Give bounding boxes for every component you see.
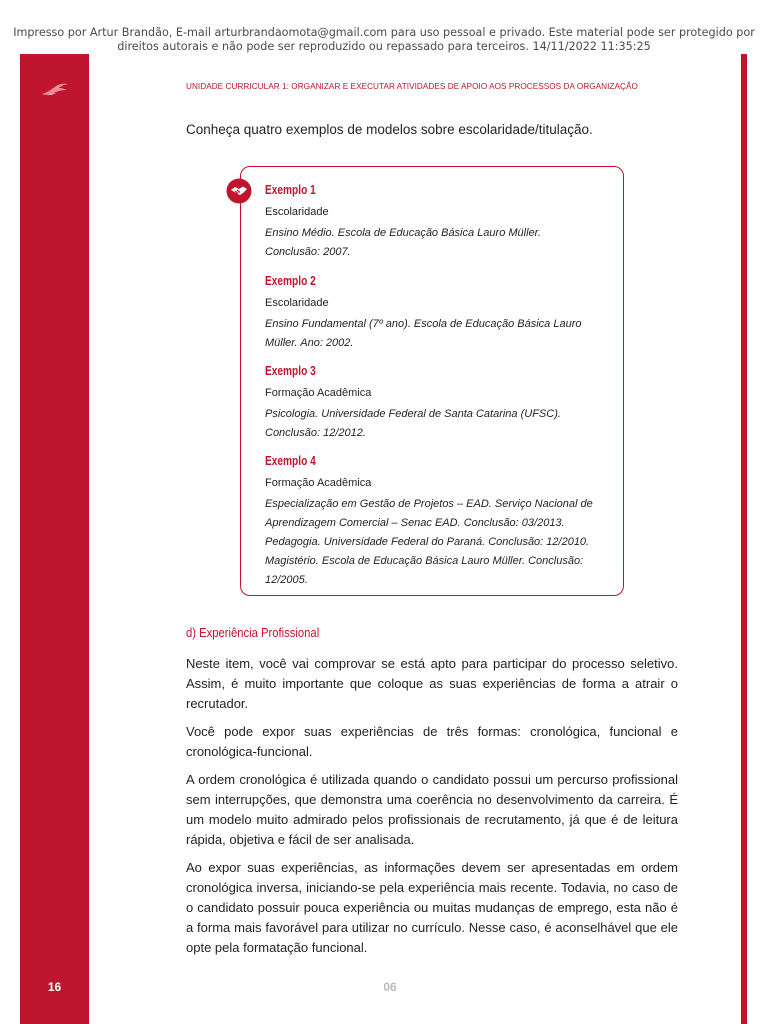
intro-text: Conheça quatro exemplos de modelos sobre escolaridade/titulação. <box>186 122 593 137</box>
watermark-line-2: direitos autorais e não pode ser reproduzido ou repassado para terceiros. 14/11/2022 11:35:25 <box>117 40 651 53</box>
handshake-icon <box>226 178 252 204</box>
print-watermark <box>0 26 768 54</box>
example-3 <box>265 363 615 443</box>
section-number: 06 <box>383 980 397 994</box>
body-paragraph: Ao expor suas experiências, as informações devem ser apresentadas em ordem cronológica inversa, iniciando-se pela experiência mais recente. Todavia, no caso de o candidato possuir pouca experiência ou muitas mudanças de emprego, esta não é a forma mais favorável para utilizar no currículo. Nesse caso, é aconselhável que ele opte pela formatação funcional. <box>186 860 678 955</box>
example-title: Exemplo 1 <box>265 182 316 197</box>
section-heading: d) Experiência Profissional <box>186 626 320 640</box>
example-line: Conclusão: 12/2012. <box>265 427 366 439</box>
example-heading: Escolaridade <box>265 206 329 218</box>
example-title: Exemplo 2 <box>265 273 316 288</box>
example-line: Conclusão: 2007. <box>265 246 351 258</box>
example-title: Exemplo 3 <box>265 363 316 378</box>
example-heading: Formação Acadêmica <box>265 477 372 489</box>
watermark-line-1: Impresso por Artur Brandão, E-mail arturbrandaomota@gmail.com para uso pessoal e privado. Este material pode ser protegido por <box>13 26 755 39</box>
body-paragraph: Neste item, você vai comprovar se está apto para participar do processo seletivo. Assim, é muito importante que coloque as suas experiências de forma a atrair o recrutador. <box>186 656 678 711</box>
example-line: Pedagogia. Universidade Federal do Paraná. Conclusão: 12/2010. <box>265 536 590 548</box>
example-line: Magistério. Escola de Educação Básica Lauro Müller. Conclusão: <box>265 555 584 567</box>
example-line: 12/2005. <box>265 574 308 586</box>
example-2 <box>265 273 615 353</box>
example-1 <box>265 182 615 262</box>
page-number: 16 <box>47 980 62 994</box>
right-margin-band <box>741 54 747 1024</box>
example-line: Ensino Médio. Escola de Educação Básica Lauro Müller. <box>265 227 541 239</box>
bird-logo-icon <box>41 80 69 98</box>
body-paragraph: A ordem cronológica é utilizada quando o candidato possui um percurso profissional sem interrupções, que demonstra uma coerência no desenvolvimento da carreira. É um modelo muito admirado pelos profissionais de recrutamento, já que é de leitura rápida, objetiva e fácil de ser analisada. <box>186 772 678 847</box>
example-heading: Escolaridade <box>265 297 329 309</box>
example-line: Psicologia. Universidade Federal de Santa Catarina (UFSC). <box>265 408 561 420</box>
example-heading: Formação Acadêmica <box>265 387 372 399</box>
example-4 <box>265 453 615 590</box>
example-title: Exemplo 4 <box>265 453 316 468</box>
example-line: Aprendizagem Comercial – Senac EAD. Conclusão: 03/2013. <box>265 517 565 529</box>
running-header: UNIDADE CURRICULAR 1: ORGANIZAR E EXECUTAR ATIVIDADES DE APOIO AOS PROCESSOS DA ORGANIZAÇÃO <box>186 82 638 91</box>
example-line: Ensino Fundamental (7º ano). Escola de Educação Básica Lauro <box>265 318 582 330</box>
left-margin-band <box>20 54 89 1024</box>
body-paragraph: Você pode expor suas experiências de três formas: cronológica, funcional e cronológica-funcional. <box>186 724 678 759</box>
example-line: Especialização em Gestão de Projetos – EAD. Serviço Nacional de <box>265 498 593 510</box>
example-line: Müller. Ano: 2002. <box>265 337 354 349</box>
